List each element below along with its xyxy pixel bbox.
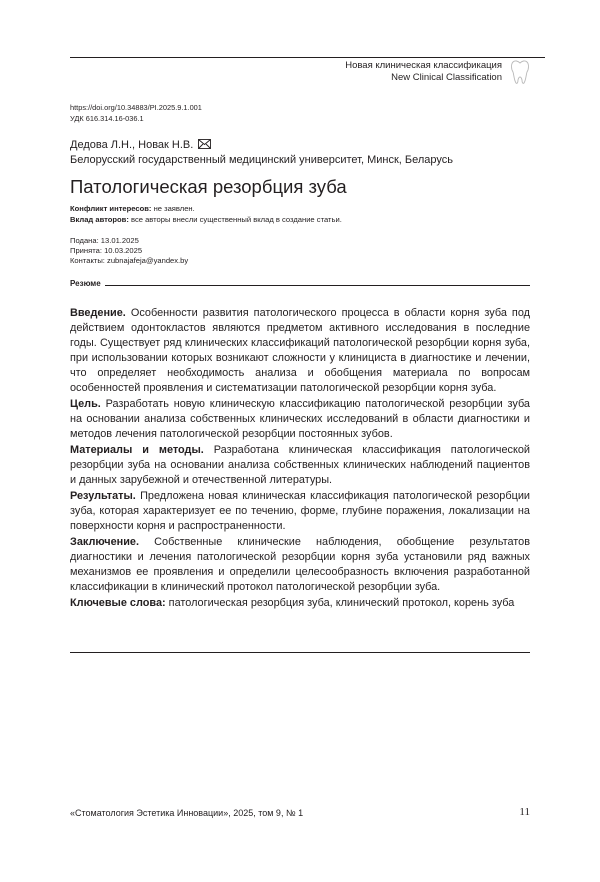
keywords-text: патологическая резорбция зуба, клинический протокол, корень зуба [165, 597, 515, 609]
authors-names: Дедова Л.Н., Новак Н.В. [70, 139, 194, 151]
methods-text: Разработана клиническая классификация патологической резорбции зуба на основании анализа собственных клинических наблюдений пациентов и данных зарубежной и отечественной литературы. [70, 444, 530, 486]
contribution-line [70, 215, 342, 226]
running-header [345, 60, 502, 84]
doi-line[interactable]: https://doi.org/10.34883/PI.2025.9.1.001 [70, 103, 202, 112]
aim-text: Разработать новую клиническую классификацию патологической резорбции зуба на основании анализа собственных клинических исследований в области диагностики и методов лечения патологической резорбции постоянных зубов. [70, 398, 530, 440]
conflict-label: Конфликт интересов: [70, 204, 152, 213]
resume-rule [105, 285, 530, 286]
accepted-date: Принята: 10.03.2025 [70, 246, 143, 255]
mail-icon[interactable] [198, 139, 211, 149]
abstract-keywords [70, 596, 530, 611]
article-title: Патологическая резорбция зуба [70, 176, 347, 197]
abstract-methods [70, 443, 530, 488]
tooth-icon [509, 58, 531, 86]
conclusion-label: Заключение. [70, 536, 140, 548]
submitted-date: Подана: 13.01.2025 [70, 236, 139, 245]
abstract-results [70, 489, 530, 534]
conflict-text: не заявлен. [151, 204, 195, 213]
running-header-ru: Новая клиническая классификация [345, 60, 502, 71]
journal-footer: «Стоматология Эстетика Инновации», 2025, том 9, № 1 [70, 808, 304, 818]
contribution-label: Вклад авторов: [70, 215, 129, 224]
running-header-en: New Clinical Classification [391, 72, 502, 83]
keywords-label: Ключевые слова: [70, 597, 166, 609]
page-number: 11 [519, 806, 530, 818]
results-text: Предложена новая клиническая классификация патологической резорбции зуба, которая характеризует ее по течению, форме, глубине поражения, локализации на поверхности корня и распространенности. [70, 490, 530, 532]
header-rule [70, 57, 545, 58]
abstract [70, 306, 530, 612]
abstract-conclusion [70, 535, 530, 595]
conflict-line [70, 204, 195, 215]
abstract-aim [70, 397, 530, 442]
results-label: Результаты. [70, 490, 136, 502]
intro-text: Особенности развития патологического процесса в области корня зуба под действием одонтокластов являются предметом активного исследования в последние годы. Существует ряд клинических классификаций патологической резорбции корня зуба, при использовании которых возникают сложности у клинициста в диагностике и лечении, что определяет необходимость анализа и обобщения материала по вопросам особенностей проявления и систематизации патологической резорбции корня зуба. [70, 307, 530, 394]
resume-label: Резюме [70, 279, 101, 288]
intro-label: Введение. [70, 307, 126, 319]
contacts-line[interactable]: Контакты: zubnajafeja@yandex.by [70, 256, 189, 265]
conclusion-text: Собственные клинические наблюдения, обобщение результатов диагностики и лечения патологической резорбции корня зуба установили ряд важных механизмов ее проявления и определили целесообразность включения разработанной классификации в клинический протокол патологической резорбции зуба. [70, 536, 530, 593]
abstract-intro [70, 306, 530, 396]
authors-block [70, 138, 453, 168]
affiliation: Белорусский государственный медицинский университет, Минск, Беларусь [70, 154, 453, 166]
udk-line: УДК 616.314.16-036.1 [70, 114, 144, 123]
methods-label: Материалы и методы. [70, 444, 204, 456]
aim-label: Цель. [70, 398, 101, 410]
contribution-text: все авторы внесли существенный вклад в создание статьи. [128, 215, 342, 224]
authors-line [70, 138, 453, 153]
abstract-end-rule [70, 652, 530, 653]
resume-heading [70, 279, 530, 288]
